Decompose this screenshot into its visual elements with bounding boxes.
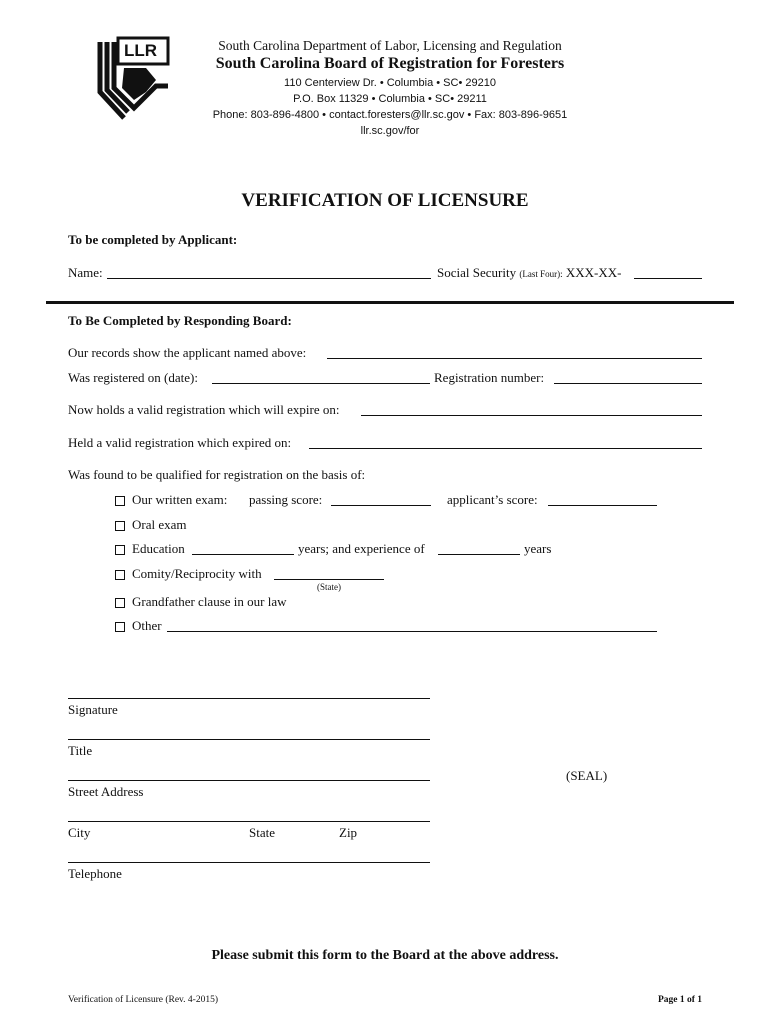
exam-label: Our written exam: <box>132 492 228 507</box>
other-label: Other <box>132 618 162 633</box>
expired-label: Held a valid registration which expired on: <box>68 435 292 450</box>
city-state-zip-field[interactable] <box>68 821 430 822</box>
other-checkbox[interactable] <box>115 622 125 632</box>
oral-exam-checkbox[interactable] <box>115 521 125 531</box>
expire-label: Now holds a valid registration which will expire on: <box>68 402 340 417</box>
comity-label: Comity/Reciprocity with <box>132 566 262 581</box>
expire-date-field[interactable] <box>361 415 702 416</box>
signature-label: Signature <box>68 702 118 717</box>
education-years-field[interactable] <box>192 554 294 555</box>
passing-score-field[interactable] <box>331 505 431 506</box>
records-field[interactable] <box>327 358 702 359</box>
ssn-field[interactable] <box>634 278 702 279</box>
state-label: State <box>249 825 275 840</box>
ssn-label: Social Security (Last Four): XXX-XX- <box>437 265 622 280</box>
footer-page-number: Page 1 of 1 <box>657 995 702 1005</box>
expired-date-field[interactable] <box>309 448 702 449</box>
name-label: Name: <box>68 265 103 280</box>
telephone-field[interactable] <box>68 862 430 863</box>
comity-state-field[interactable] <box>274 579 384 580</box>
title-field[interactable] <box>68 739 430 740</box>
address-street: 110 Centerview Dr. • Columbia • SC• 29210 <box>284 77 496 89</box>
website: llr.sc.gov/for <box>360 125 420 137</box>
address-po-box: P.O. Box 11329 • Columbia • SC• 29211 <box>293 93 487 105</box>
regnum-label: Registration number: <box>434 370 545 385</box>
qualified-label: Was found to be qualified for registration on the basis of: <box>68 467 366 482</box>
registered-date-field[interactable] <box>212 383 430 384</box>
logo-text: LLR <box>124 41 158 60</box>
comity-checkbox[interactable] <box>115 570 125 580</box>
board-heading: To Be Completed by Responding Board: <box>68 313 292 328</box>
education-label: Education <box>132 541 185 556</box>
zip-label: Zip <box>339 825 358 840</box>
seal-label: (SEAL) <box>566 768 608 783</box>
experience-years-field[interactable] <box>438 554 520 555</box>
footer-revision: Verification of Licensure (Rev. 4-2015) <box>68 995 219 1005</box>
section-divider <box>46 301 734 304</box>
regnum-field[interactable] <box>554 383 702 384</box>
applicant-score-label: applicant’s score: <box>447 492 538 507</box>
state-sublabel: (State) <box>317 582 341 592</box>
department-name: South Carolina Department of Labor, Licensing and Regulation <box>218 38 562 53</box>
telephone-label: Telephone <box>68 866 122 881</box>
city-label: City <box>68 825 91 840</box>
other-field[interactable] <box>167 631 657 632</box>
grandfather-checkbox[interactable] <box>115 598 125 608</box>
board-name: South Carolina Board of Registration for Foresters <box>215 55 565 72</box>
name-field[interactable] <box>107 278 431 279</box>
oral-exam-label: Oral exam <box>132 517 187 532</box>
street-address-label: Street Address <box>68 784 144 799</box>
passing-score-label: passing score: <box>249 492 323 507</box>
records-label: Our records show the applicant named above: <box>68 345 307 360</box>
street-address-field[interactable] <box>68 780 430 781</box>
education-checkbox[interactable] <box>115 545 125 555</box>
signature-field[interactable] <box>68 698 430 699</box>
submit-note: Please submit this form to the Board at the above address. <box>211 948 559 963</box>
experience-label: years; and experience of <box>298 541 425 556</box>
applicant-heading: To be completed by Applicant: <box>68 232 238 247</box>
title-label: Title <box>68 743 93 758</box>
exam-checkbox[interactable] <box>115 496 125 506</box>
grandfather-label: Grandfather clause in our law <box>132 594 287 609</box>
applicant-score-field[interactable] <box>548 505 657 506</box>
contact-info: Phone: 803-896-4800 • contact.foresters@llr.sc.gov • Fax: 803-896-9651 <box>212 109 568 121</box>
registered-label: Was registered on (date): <box>68 370 198 385</box>
years-label: years <box>524 541 552 556</box>
page-title: VERIFICATION OF LICENSURE <box>241 190 529 211</box>
